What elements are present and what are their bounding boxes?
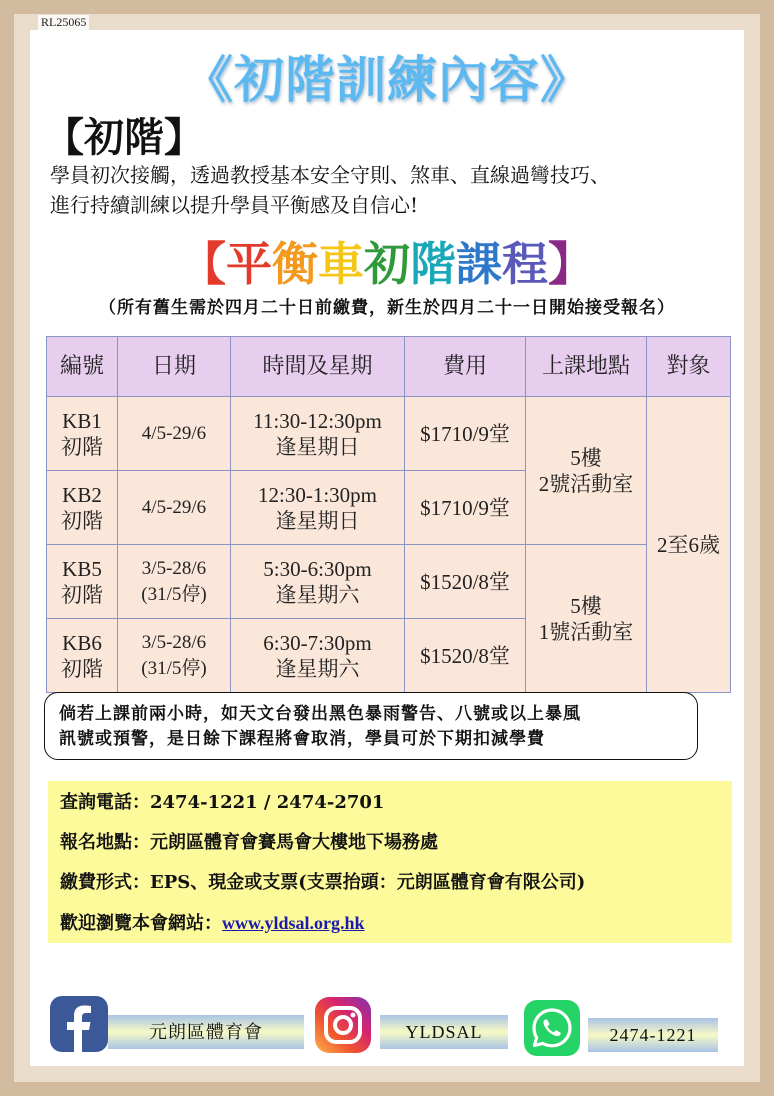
venue-floor: 5樓 — [570, 445, 602, 470]
time-range: 11:30-12:30pm — [253, 408, 382, 433]
table-header-row — [47, 337, 731, 397]
instagram-label: YLDSAL — [380, 1015, 508, 1049]
venue-room: 2號活動室 — [538, 471, 634, 496]
whatsapp-label: 2474-1221 — [588, 1018, 718, 1052]
intro-line: 進行持續訓練以提升學員平衡感及自信心! — [50, 193, 419, 217]
course-code-cell — [47, 619, 118, 693]
website-link[interactable]: www.yldsal.org.hk — [222, 913, 365, 933]
date-range: 3/5-28/6 — [141, 557, 207, 579]
table-row — [47, 545, 731, 619]
course-title-char: 初 — [364, 237, 410, 291]
column-header-venue: 上課地點 — [526, 337, 647, 397]
course-code-cell — [47, 545, 118, 619]
time-cell — [231, 471, 405, 545]
warning-line: 訊號或預警，是日餘下課程將會取消，學員可於下期扣減學費 — [59, 729, 545, 749]
enquiry-phone: 查詢電話：2474-1221 / 2474-2701 — [60, 792, 385, 813]
website-line — [60, 907, 720, 947]
time-cell — [231, 619, 405, 693]
course-code: KB5 — [62, 556, 102, 581]
fee-cell: $1520/8堂 — [405, 619, 526, 693]
date-range: 4/5-29/6 — [141, 422, 207, 444]
course-code: KB6 — [62, 630, 102, 655]
column-header-date: 日期 — [118, 337, 231, 397]
weekday: 逢星期日 — [275, 508, 360, 533]
course-level: 初階 — [61, 582, 103, 607]
venue-floor: 5樓 — [570, 593, 602, 618]
whatsapp-icon[interactable] — [524, 1000, 580, 1056]
column-header-code: 編號 — [47, 337, 118, 397]
course-title-char: 課 — [456, 237, 502, 291]
intro-line: 學員初次接觸，透過教授基本安全守則、煞車、直線過彎技巧、 — [50, 163, 610, 187]
date-cell — [118, 471, 231, 545]
registration-notice: （所有舊生需於四月二十日前繳費，新生於四月二十一日開始接受報名） — [99, 298, 675, 318]
facebook-icon[interactable] — [50, 996, 108, 1052]
course-title-char: 】 — [548, 237, 594, 291]
table-row — [47, 397, 731, 471]
fee-cell: $1520/8堂 — [405, 545, 526, 619]
time-range: 6:30-7:30pm — [263, 630, 372, 655]
course-level: 初階 — [61, 508, 103, 533]
course-title — [0, 228, 774, 294]
time-range: 5:30-6:30pm — [263, 556, 372, 581]
venue-cell — [526, 545, 647, 693]
date-cell — [118, 397, 231, 471]
contact-info-box — [48, 781, 732, 943]
website-label: 歡迎瀏覽本會網站： — [60, 913, 222, 934]
page-title: 《初階訓練內容》 — [183, 51, 591, 109]
course-schedule-table — [46, 336, 731, 693]
course-code-cell — [47, 471, 118, 545]
payment-methods: 繳費形式：EPS、現金或支票(支票抬頭：元朗區體育會有限公司) — [60, 872, 586, 893]
weekday: 逢星期日 — [275, 434, 360, 459]
instagram-icon[interactable] — [314, 997, 372, 1053]
venue-cell — [526, 397, 647, 545]
course-title-char: 衡 — [272, 237, 318, 291]
course-level: 初階 — [61, 656, 103, 681]
time-range: 12:30-1:30pm — [258, 482, 377, 507]
weather-warning-notice — [44, 692, 698, 760]
time-cell — [231, 545, 405, 619]
date-note: (31/5停) — [141, 583, 207, 605]
level-heading: 【初階】 — [44, 115, 204, 161]
venue-room: 1號活動室 — [538, 619, 634, 644]
course-title-char: 階 — [410, 237, 456, 291]
fee-cell: $1710/9堂 — [405, 397, 526, 471]
date-range: 3/5-28/6 — [141, 631, 207, 653]
course-code: KB2 — [62, 482, 102, 507]
course-title-char: 【 — [180, 237, 226, 291]
intro-text — [50, 160, 740, 220]
date-note: (31/5停) — [141, 657, 207, 679]
fee-cell: $1710/9堂 — [405, 471, 526, 545]
column-header-time: 時間及星期 — [231, 337, 405, 397]
course-level: 初階 — [61, 434, 103, 459]
time-cell — [231, 397, 405, 471]
course-title-char: 車 — [318, 237, 364, 291]
date-cell — [118, 619, 231, 693]
course-title-char: 平 — [226, 237, 272, 291]
warning-line: 倘若上課前兩小時，如天文台發出黑色暴雨警告、八號或以上暴風 — [59, 704, 581, 724]
registration-location: 報名地點：元朗區體育會賽馬會大樓地下場務處 — [60, 832, 438, 853]
column-header-target: 對象 — [647, 337, 731, 397]
weekday: 逢星期六 — [275, 582, 360, 607]
date-cell — [118, 545, 231, 619]
course-code: KB1 — [62, 408, 102, 433]
age-cell: 2至6歲 — [647, 397, 731, 693]
weekday: 逢星期六 — [275, 656, 360, 681]
column-header-fee: 費用 — [405, 337, 526, 397]
document-code: RL25065 — [38, 15, 89, 30]
date-range: 4/5-29/6 — [141, 496, 207, 518]
course-code-cell — [47, 397, 118, 471]
course-title-char: 程 — [502, 237, 548, 291]
facebook-label: 元朗區體育會 — [108, 1015, 304, 1049]
